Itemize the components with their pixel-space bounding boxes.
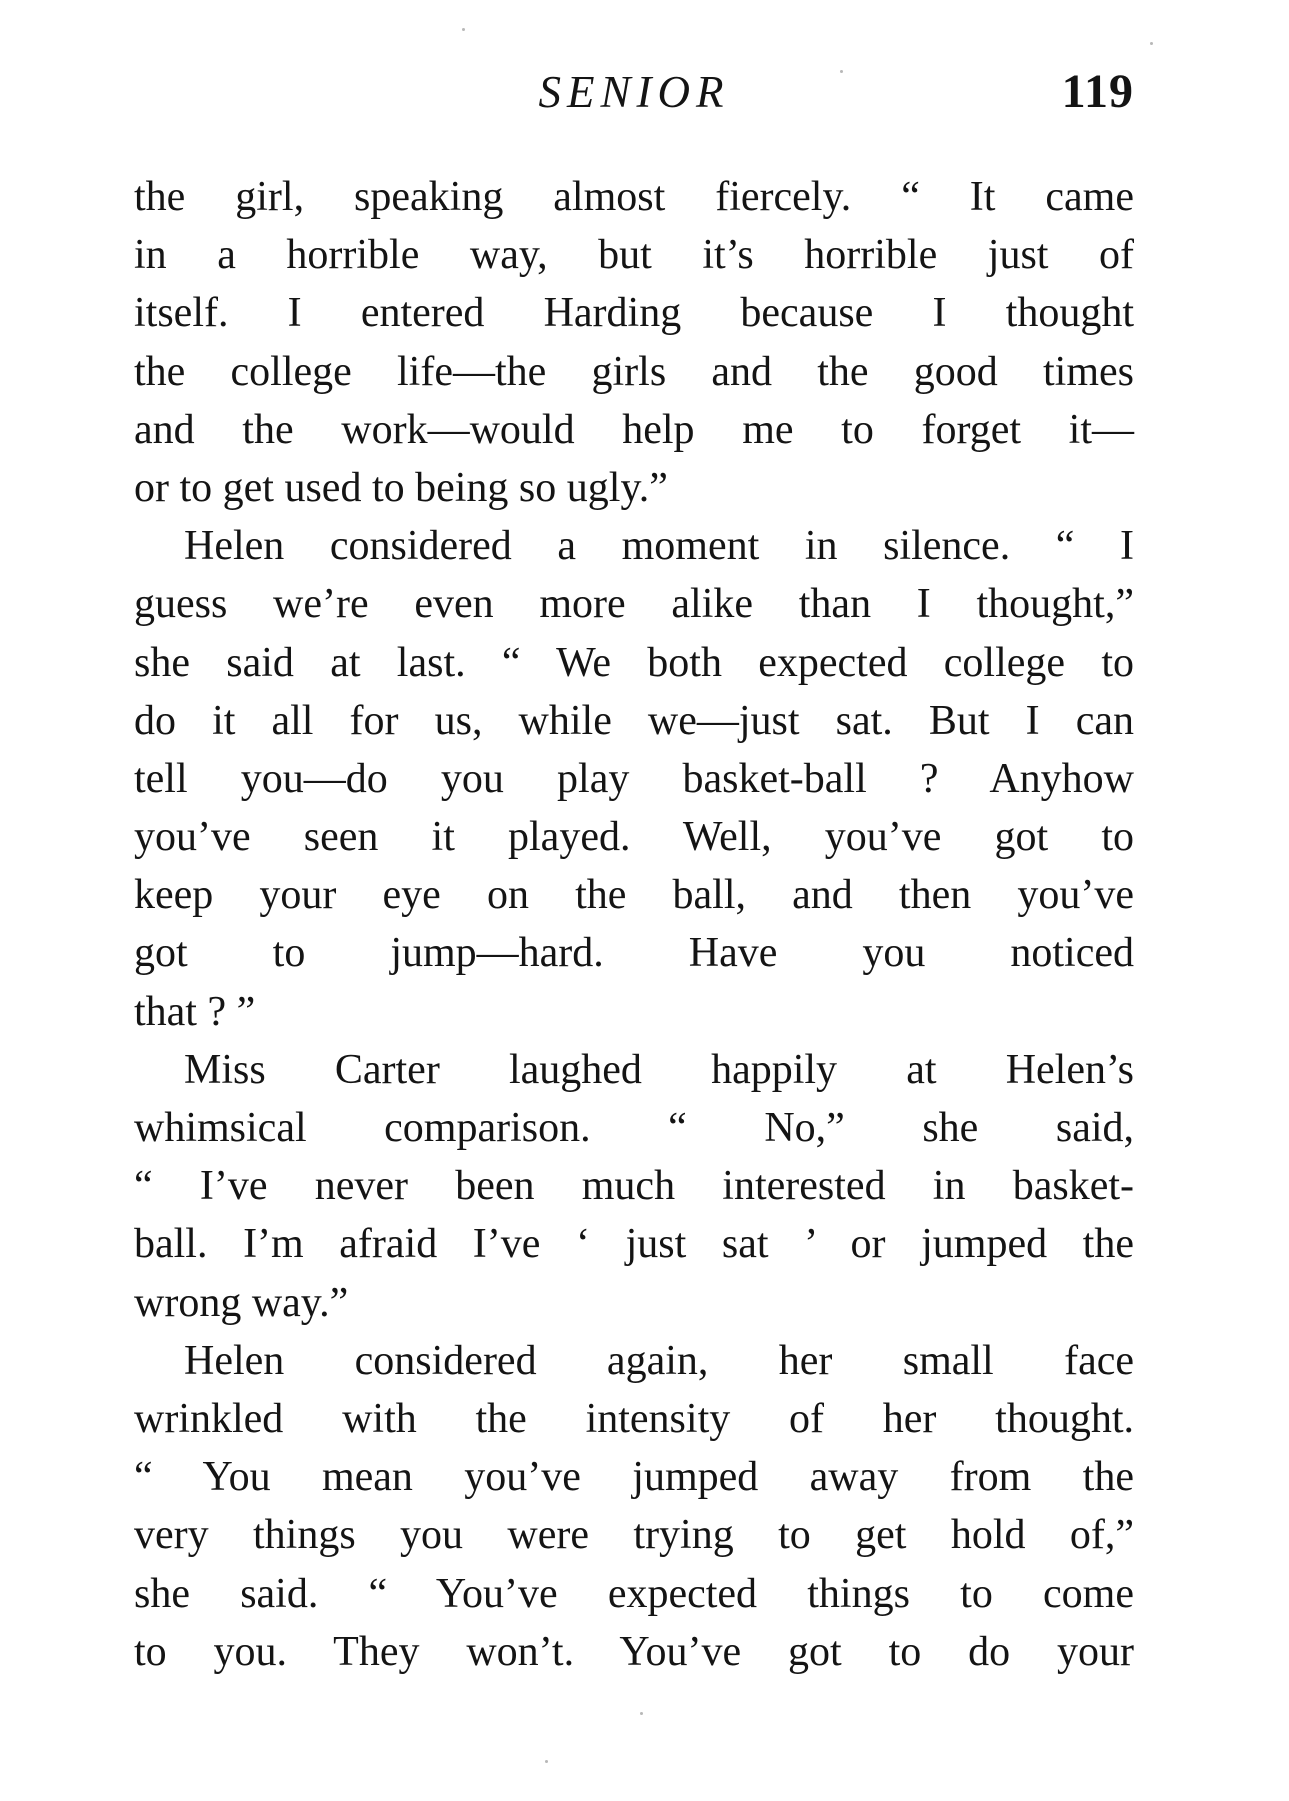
text-line: do it all for us, while we—just sat. But I can: [134, 697, 1134, 744]
paper-speck: [545, 1760, 548, 1763]
page-number: 119: [1061, 65, 1134, 118]
text-line: she said at last. “ We both expected college to: [134, 639, 1134, 686]
text-line: you’ve seen it played. Well, you’ve got to: [134, 814, 1134, 861]
text-line: “ You mean you’ve jumped away from the: [134, 1454, 1134, 1501]
paper-speck: [1150, 42, 1153, 45]
text-line: guess we’re even more alike than I thought,”: [134, 581, 1134, 628]
text-line: to you. They won’t. You’ve got to do your: [134, 1628, 1134, 1675]
text-line: and the work—would help me to forget it—: [134, 406, 1134, 453]
text-line: “ I’ve never been much interested in basket-: [134, 1163, 1134, 1210]
text-line: whimsical comparison. “ No,” she said,: [134, 1105, 1134, 1151]
text-line: very things you were trying to get hold of,”: [134, 1512, 1134, 1559]
text-line: that ? ”: [134, 988, 256, 1035]
text-line: the college life—the girls and the good times: [134, 348, 1134, 395]
paper-speck: [640, 1712, 643, 1715]
paper-speck: [840, 70, 843, 73]
paragraph-start-line: Miss Carter laughed happily at Helen’s: [184, 1046, 1134, 1093]
body-text: [134, 168, 1134, 1681]
text-line: got to jump—hard. Have you noticed: [134, 930, 1134, 977]
text-line: or to get used to being so ugly.”: [134, 464, 668, 511]
paper-speck: [462, 28, 465, 31]
running-title: SENIOR: [538, 67, 730, 117]
text-line: tell you—do you play basket-ball ? Anyhow: [134, 755, 1134, 802]
text-line: she said. “ You’ve expected things to come: [134, 1570, 1134, 1617]
text-line: wrong way.”: [134, 1279, 349, 1326]
text-line: ball. I’m afraid I’ve ‘ just sat ’ or jumped the: [134, 1221, 1134, 1268]
running-header: [134, 62, 1134, 122]
text-line: keep your eye on the ball, and then you’ve: [134, 872, 1134, 919]
text-line: wrinkled with the intensity of her thought.: [134, 1395, 1134, 1442]
text-line: the girl, speaking almost fiercely. “ It came: [134, 174, 1134, 220]
text-line: in a horrible way, but it’s horrible just of: [134, 232, 1134, 279]
text-line: itself. I entered Harding because I thought: [134, 290, 1134, 337]
paragraph-start-line: Helen considered again, her small face: [184, 1337, 1134, 1384]
paragraph-start-line: Helen considered a moment in silence. “ I: [184, 523, 1134, 570]
